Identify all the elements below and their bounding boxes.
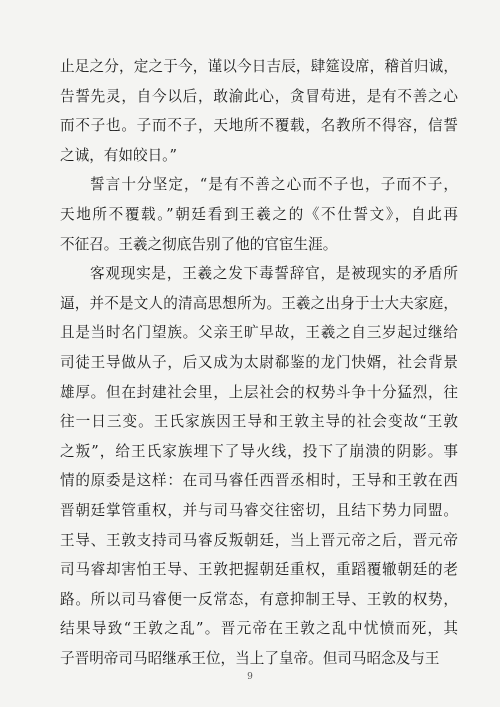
text-line: 而不子也。子而不子，天地所不覆载，名教所不得容，信誓: [60, 117, 458, 135]
text-line: 往一日三变。王氏家族因王导和王敦主导的社会变故“王敦: [60, 413, 458, 431]
paragraph: [60, 52, 458, 170]
text-line: 告誓先灵，自今以后，敢渝此心，贪冒苟进，是有不善之心: [60, 87, 458, 105]
body-text: [60, 52, 458, 673]
paragraph: [60, 259, 458, 673]
text-line: 客观现实是，王羲之发下毒誓辞官，是被现实的矛盾所: [90, 265, 458, 283]
text-line: 逼，并不是文人的清高思想所为。王羲之出身于士大夫家庭，: [60, 294, 458, 312]
text-line: 司徒王导做从子，后又成为太尉郗鉴的龙门快婿，社会背景: [60, 353, 458, 371]
text-line: 情的原委是这样：在司马睿任西晋丞相时，王导和王敦在西: [60, 472, 458, 490]
text-line: 不征召。王羲之彻底告别了他的官宦生涯。: [60, 235, 338, 253]
page-number: 9: [247, 672, 253, 682]
text-line: 誓言十分坚定，“是有不善之心而不子也，子而不子，: [90, 176, 458, 194]
text-line: 雄厚。但在封建社会里，上层社会的权势斗争十分猛烈，往: [60, 383, 458, 401]
text-line: 晋朝廷掌管重权，并与司马睿交往密切，且结下势力同盟。: [60, 501, 458, 519]
text-line: 且是当时名门望族。父亲王旷早故，王羲之自三岁起过继给: [60, 324, 458, 342]
text-line: 结果导致“王敦之乱”。晋元帝在王敦之乱中忧愤而死，其: [60, 620, 458, 638]
text-line: 之叛”，给王氏家族埋下了导火线，投下了崩溃的阴影。事: [60, 442, 458, 460]
text-line: 止足之分，定之于今，谨以今日吉辰，肆筵设席，稽首归诚，: [60, 58, 458, 75]
text-line: 之诚，有如皎日。”: [60, 146, 177, 164]
text-line: 天地所不覆载。”朝廷看到王羲之的《不仕誓文》，自此再: [60, 205, 458, 223]
text-line: 司马睿却害怕王导、王敦把握朝廷重权，重蹈覆辙朝廷的老: [60, 561, 458, 579]
text-line: 路。所以司马睿便一反常态，有意抑制王导、王敦的权势，: [60, 590, 458, 608]
text-line: 子晋明帝司马昭继承王位，当上了皇帝。但司马昭念及与王: [60, 649, 440, 667]
text-line: 王导、王敦支持司马睿反叛朝廷，当上晋元帝之后，晋元帝: [60, 531, 458, 549]
paragraph: [60, 170, 458, 259]
